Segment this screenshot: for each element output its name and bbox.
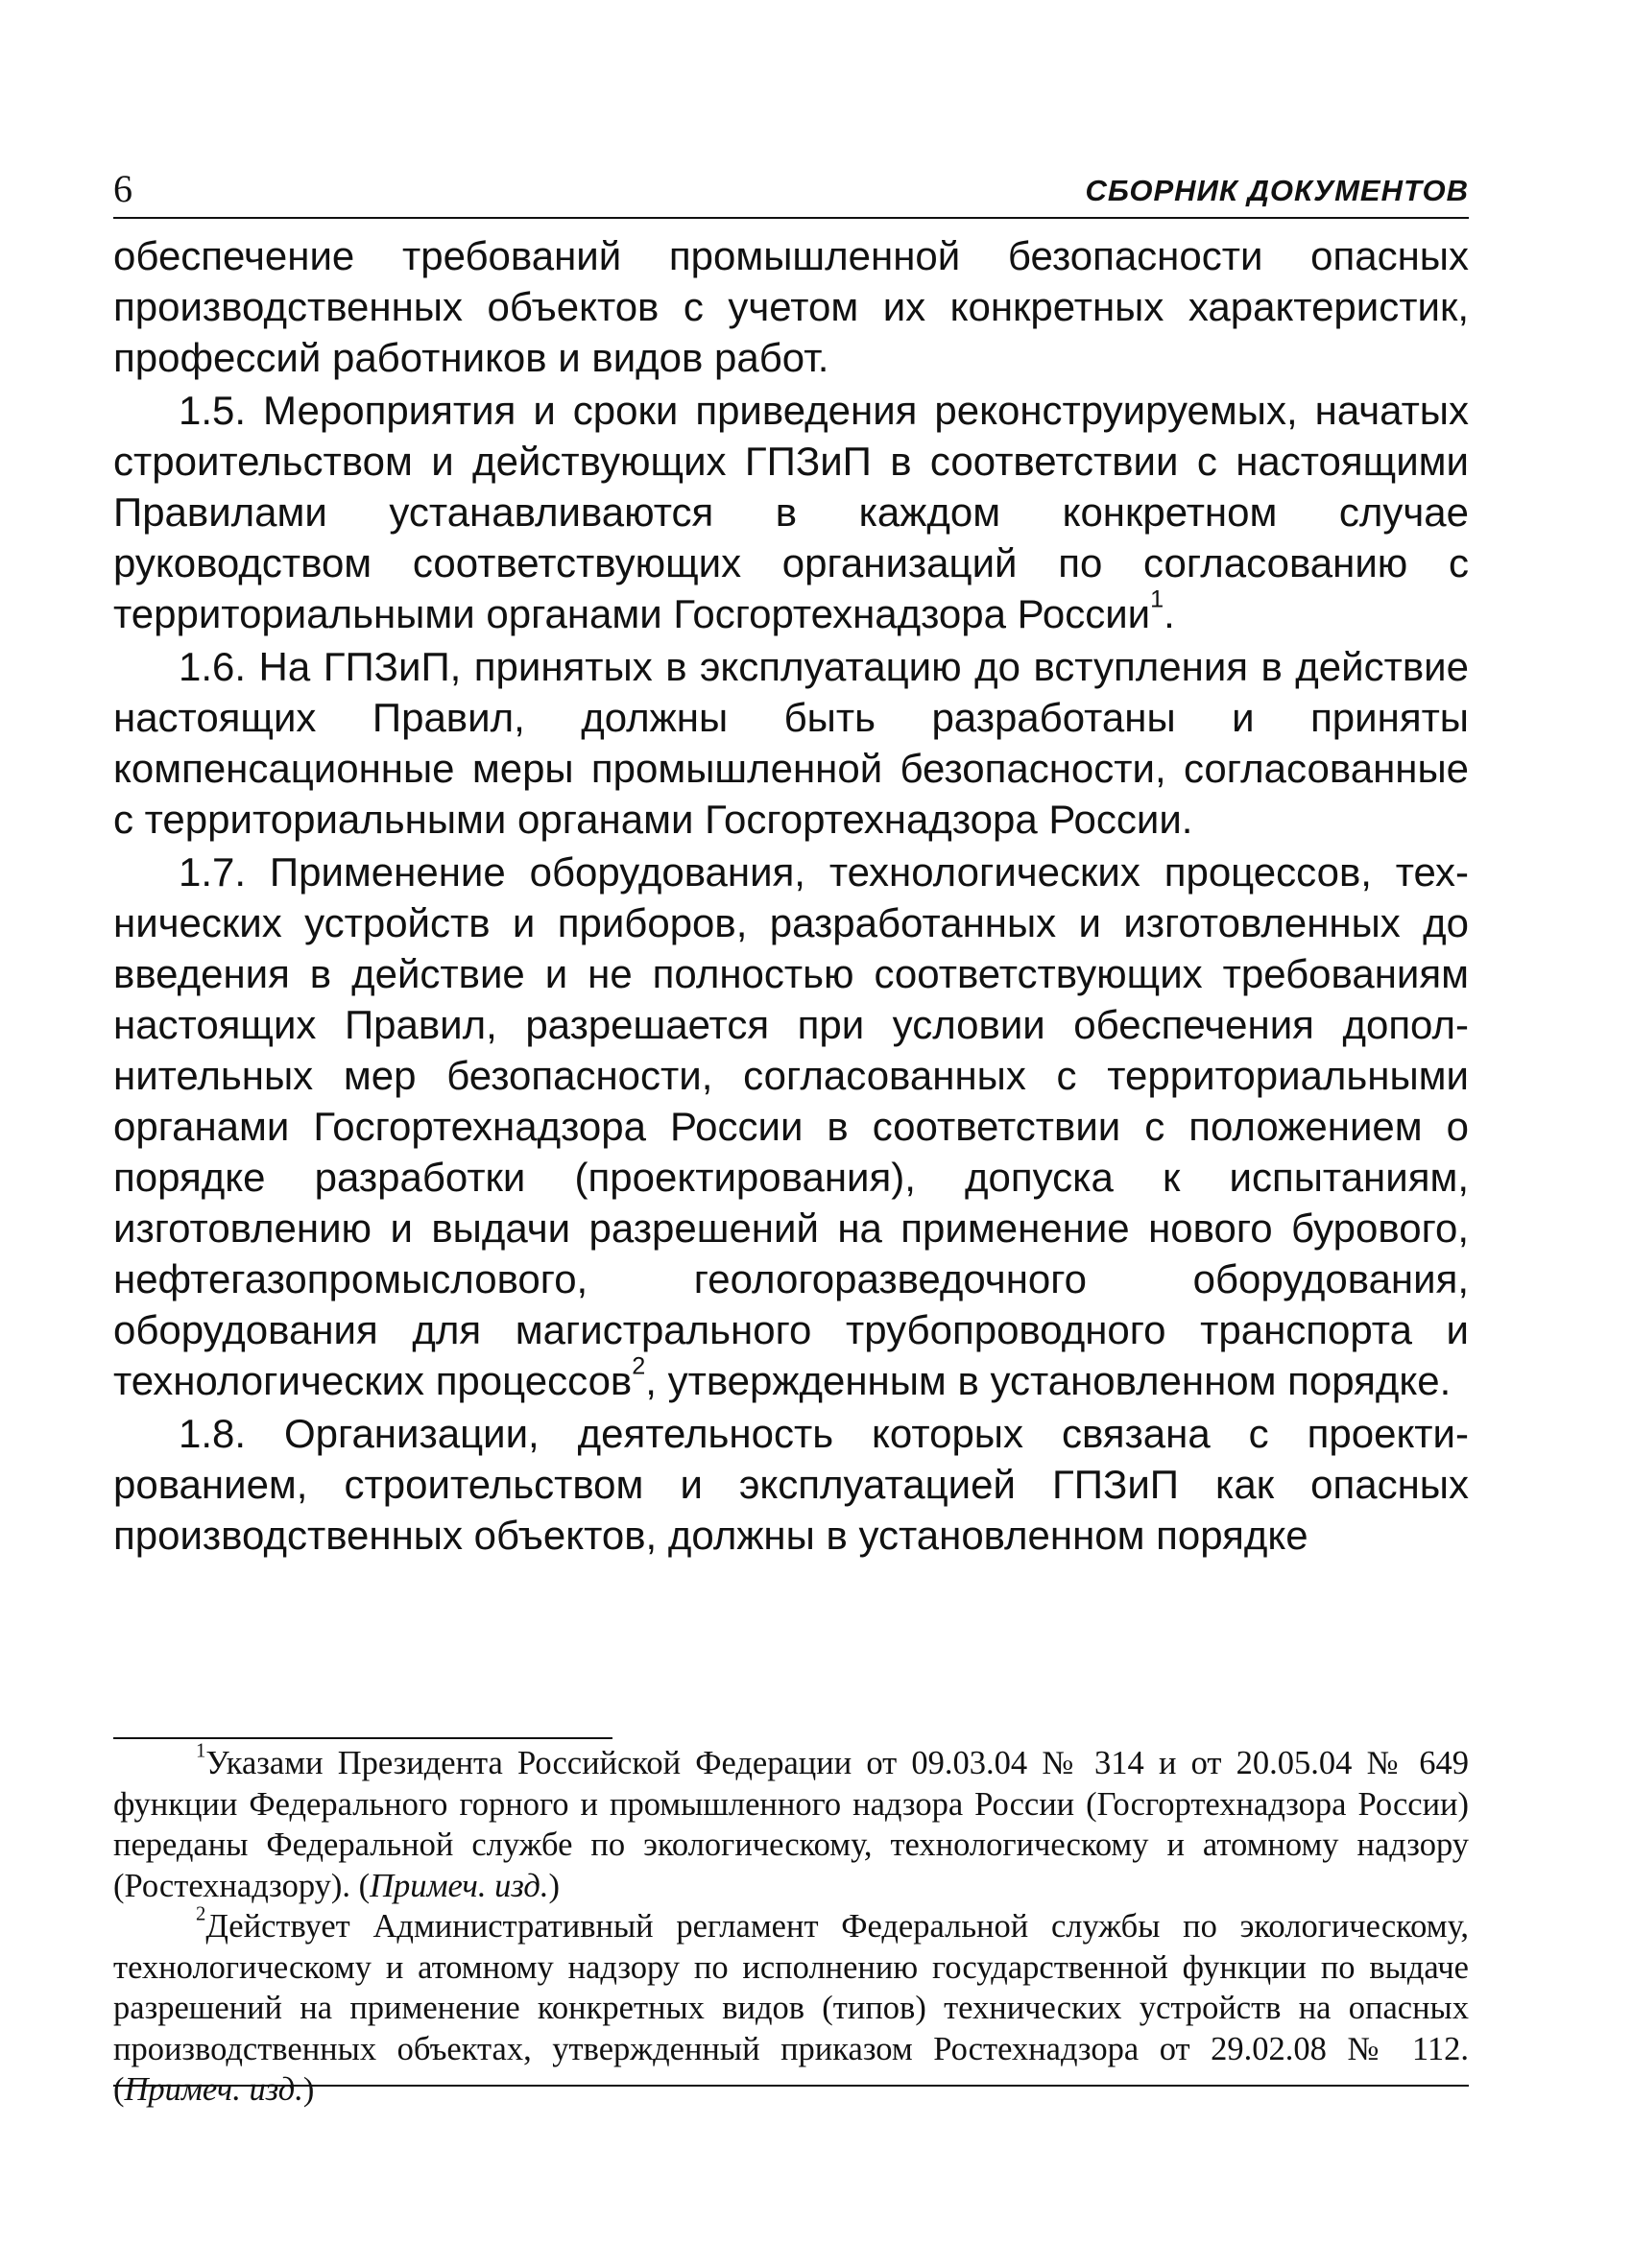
- running-title: СБОРНИК ДОКУМЕНТОВ: [1085, 174, 1469, 207]
- paragraph-1-6: 1.6. На ГПЗиП, принятых в эксплуатацию до вступления в действие настоящих Правил, должны быть разработаны и приняты компенсационные меры промышленной безопасности, согласованные с территориальными органами Госгортехнадзора России.: [113, 644, 1469, 842]
- page-header: [113, 165, 1469, 213]
- main-text: [113, 230, 1469, 1561]
- footnote-separator: [113, 1737, 612, 1739]
- footnote-2: $^2$Действует Административный регламент Федеральной службы по экологическому, технологическому и атомному надзору по исполнению государственной функции по выдаче разрешений на применение конкретных видов (типов) технических устройств на опасных производственных объектах, утвержденный приказом Ростехнадзора от 29.02.08 № 112. (Примеч. изд.): [113, 1903, 1469, 2108]
- editor-note: Примеч. изд.: [370, 1867, 549, 1904]
- footnote-marker-2: 2: [196, 1903, 206, 1925]
- footnote-ref-1: 1: [1150, 585, 1164, 613]
- paragraph-1-5: 1.5. Мероприятия и сроки приведения реконструируемых, начатых строительством и действующих ГПЗиП в соответствии с настоящими Правилами устанавливаются в каждом конкретном случае руководством соответствующих организаций по согласованию с территориальными органами Госгортехнадзора России$^1$.: [113, 388, 1469, 636]
- footnote-marker-1: 1: [196, 1740, 206, 1762]
- footnote-1: $^1$Указами Президента Российской Федерации от 09.03.04 № 314 и от 20.05.04 № 649 функции Федерального горного и промышленного надзора России (Госгортехнадзора России) переданы Федеральной службе по экологическому, технологическому и атомному надзору (Ростехнадзору). (Примеч. изд.): [113, 1740, 1469, 1904]
- editor-note: Примеч. изд.: [124, 2071, 303, 2108]
- paragraph-1-8: 1.8. Организации, деятельность которых связана с проектированием, строительством и эксплуатацией ГПЗиП как опасных производственных объектов, должны в установленном порядке: [113, 1411, 1469, 1558]
- paragraph-1-7: 1.7. Применение оборудования, технологических процессов, технических устройств и приборов, разработанных и изготовленных до введения в действие и не полностью соответствующих требованиям настоящих Правил, разрешается при условии обеспечения дополнительных мер безопасности, согласованных с территориальными органами Госгортехнадзора России в соответствии с положением о порядке разработки (проектирования), допуска к испытаниям, изготовлению и выдачи разрешений на применение нового бурового, нефтегазопромыслового, геологоразведочного оборудования, оборудования для магистрального трубопроводного транспорта и технологических процессов$^2$, утвержденным в установленном порядке.: [113, 849, 1469, 1403]
- footnotes: [113, 1740, 1469, 2111]
- header-rule: [113, 217, 1469, 219]
- footnote-ref-2: 2: [632, 1352, 646, 1380]
- intro-paragraph: обеспечение требований промышленной безопасности опасных производственных объектов с учетом их конкретных характеристик, профессий работников и видов работ.: [113, 233, 1469, 380]
- bottom-rule: [113, 2085, 1469, 2087]
- page-number: 6: [113, 167, 132, 210]
